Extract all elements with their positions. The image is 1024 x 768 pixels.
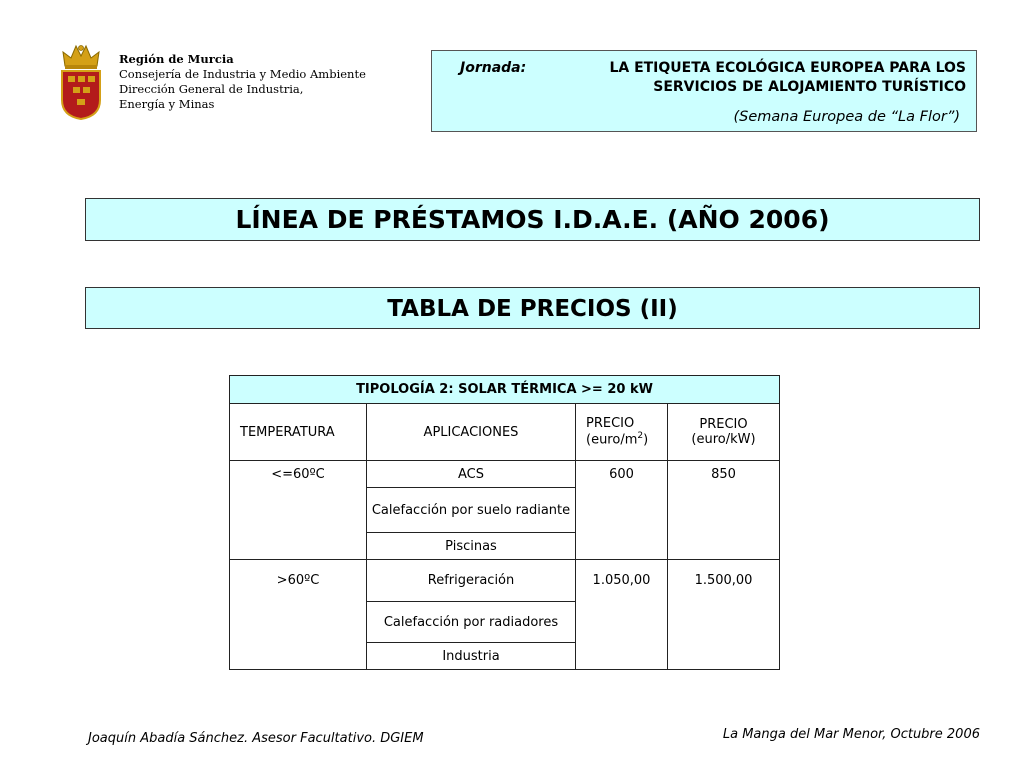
event-title bbox=[546, 59, 966, 97]
event-title-line-2: SERVICIOS DE ALOJAMIENTO TURÍSTICO bbox=[653, 79, 966, 95]
region-crest-logo bbox=[59, 42, 103, 120]
price-m2-exponent: 2 bbox=[637, 431, 644, 442]
table-row bbox=[230, 461, 780, 488]
footer-author: Joaquín Abadía Sánchez. Asesor Facultativo. DGIEM bbox=[88, 731, 424, 746]
col-header-price-m2-line1: PRECIO bbox=[586, 416, 635, 432]
application-cell: Calefacción por radiadores bbox=[367, 602, 576, 643]
event-subtitle: (Semana Europea de “La Flor”) bbox=[733, 109, 960, 125]
page-subtitle: TABLA DE PRECIOS (II) bbox=[85, 287, 980, 329]
event-title-line-1: LA ETIQUETA ECOLÓGICA EUROPEA PARA LOS bbox=[609, 60, 966, 76]
col-header-price-kw-line1: PRECIO bbox=[699, 417, 748, 432]
table-heading: TIPOLOGÍA 2: SOLAR TÉRMICA >= 20 kW bbox=[230, 376, 780, 404]
price-kw-cell: 1.500,00 bbox=[668, 560, 780, 670]
org-name: Región de Murcia bbox=[119, 52, 234, 66]
temperature-cell: <=60ºC bbox=[230, 461, 367, 560]
organization-block bbox=[119, 52, 366, 112]
price-kw-cell: 850 bbox=[668, 461, 780, 560]
col-header-price-m2-line2 bbox=[586, 431, 663, 447]
col-header-price-m2 bbox=[576, 404, 668, 461]
event-info-box bbox=[431, 50, 977, 132]
price-table bbox=[229, 375, 780, 670]
table-header-row bbox=[230, 404, 780, 461]
application-cell: Refrigeración bbox=[367, 560, 576, 602]
table-row bbox=[230, 560, 780, 602]
org-line-2: Consejería de Industria y Medio Ambiente bbox=[119, 67, 366, 81]
application-cell: ACS bbox=[367, 461, 576, 488]
price-m2-cell: 600 bbox=[576, 461, 668, 560]
page-title: LÍNEA DE PRÉSTAMOS I.D.A.E. (AÑO 2006) bbox=[85, 198, 980, 241]
event-label: Jornada: bbox=[460, 60, 527, 76]
application-cell: Industria bbox=[367, 643, 576, 670]
application-cell: Piscinas bbox=[367, 533, 576, 560]
footer-place-date: La Manga del Mar Menor, Octubre 2006 bbox=[722, 727, 980, 742]
price-m2-unit: (euro/m bbox=[586, 432, 638, 448]
application-cell: Calefacción por suelo radiante bbox=[367, 488, 576, 533]
col-header-price-kw-line2: (euro/kW) bbox=[691, 432, 756, 447]
col-header-applications: APLICACIONES bbox=[367, 404, 576, 461]
temperature-cell: >60ºC bbox=[230, 560, 367, 670]
price-m2-unit-close: ) bbox=[643, 432, 649, 448]
org-line-4: Energía y Minas bbox=[119, 97, 215, 111]
price-m2-cell: 1.050,00 bbox=[576, 560, 668, 670]
col-header-price-kw bbox=[668, 404, 780, 461]
col-header-temperature: TEMPERATURA bbox=[230, 404, 367, 461]
org-line-3: Dirección General de Industria, bbox=[119, 82, 304, 96]
